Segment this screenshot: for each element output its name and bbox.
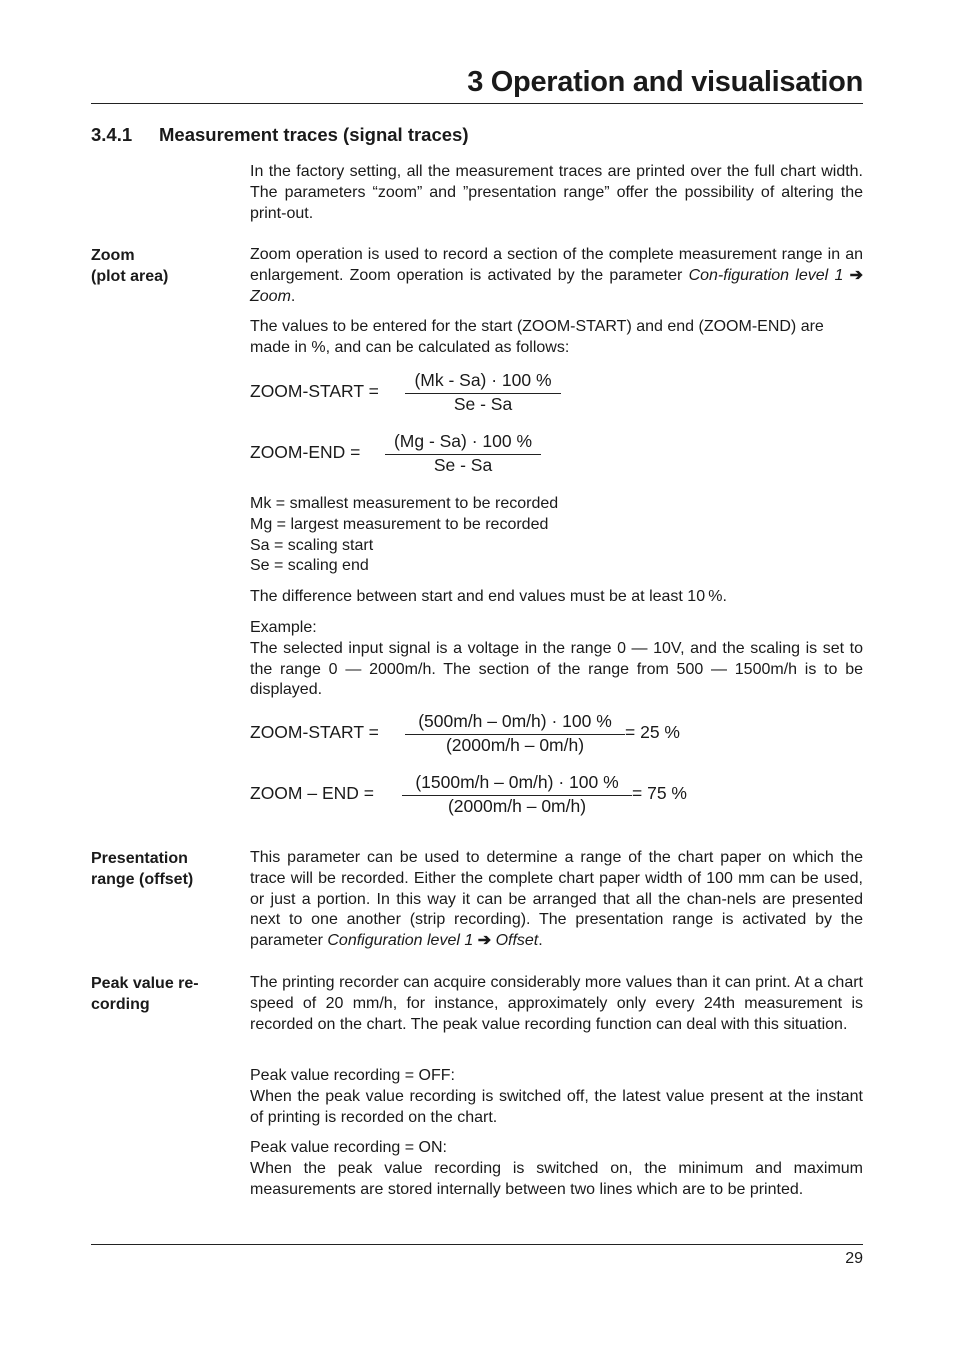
legend-item: Sa = scaling start	[250, 536, 374, 554]
presentation-side-label	[91, 848, 193, 890]
formula-numerator: (Mk - Sa) · 100 %	[414, 370, 552, 390]
example-heading: Example:	[250, 619, 317, 636]
presentation-paragraph	[250, 848, 863, 952]
formula-lhs: ZOOM – END =	[250, 783, 374, 803]
peak-on-heading: Peak value recording = ON:	[250, 1139, 447, 1156]
section-heading	[91, 124, 469, 146]
formula-zoom-start	[250, 370, 570, 420]
peak-label-line-1: Peak value re-	[91, 975, 199, 992]
zoom-label-line-1: Zoom	[91, 247, 135, 264]
peak-label-line-2: cording	[91, 996, 150, 1013]
chapter-title: 3 Operation and visualisation	[467, 66, 863, 98]
example-formula-end	[250, 772, 720, 822]
section-number: 3.4.1	[91, 124, 133, 145]
formula-result: = 75 %	[632, 783, 687, 803]
presentation-para-text: This parameter can be used to determine a range of the chart paper on which the trace will be recorded. Either the complete chart paper width of 100 mm can be used, or just a portion. In this way it can be arranged that all the chan-nels are presented next to one another (strip recording). The presentation range is activated by the parameter	[250, 849, 863, 950]
variable-legend	[250, 494, 863, 577]
peak-on-block	[250, 1138, 863, 1200]
formula-result: = 25 %	[625, 722, 680, 742]
peak-off-block	[250, 1066, 863, 1128]
zoom-label-line-2: (plot area)	[91, 268, 169, 285]
zoom-para1-text: Zoom operation is used to record a section of the complete measurement range in an enlargement. Zoom operation is activated by the parameter	[250, 246, 863, 284]
formula-lhs: ZOOM-START =	[250, 722, 379, 742]
difference-note: The difference between start and end values must be at least 10 %.	[250, 588, 727, 605]
peak-off-text: When the peak value recording is switched off, the latest value present at the instant of printing is recorded on the chart.	[250, 1087, 863, 1126]
zoom-para1-end: .	[290, 287, 296, 305]
section-title: Measurement traces (signal traces)	[159, 124, 469, 145]
presentation-italic-2: Offset	[495, 932, 539, 950]
presentation-label-line-2: range (offset)	[91, 871, 194, 888]
legend-item: Mg = largest measurement to be recorded	[250, 515, 549, 533]
peak-paragraph-1: The printing recorder can acquire considerably more values than it can print. At a chart speed of 20 mm/h, for instance, approximately only every 24th measurement is recorded on the chart. The peak value recording function can deal with this situation.	[250, 974, 863, 1033]
example-text: The selected input signal is a voltage in the range 0 — 10V, and the scaling is set to the range 0 — 2000m/h. The section of the range from 500 — 1500m/h is to be displayed.	[250, 639, 863, 699]
peak-off-heading: Peak value recording = OFF:	[250, 1067, 455, 1084]
presentation-para-end: .	[538, 932, 543, 950]
header-rule	[91, 103, 863, 104]
formula-numerator: (Mg - Sa) · 100 %	[393, 431, 533, 451]
zoom-para1-italic-1: Con-figuration level 1	[688, 266, 844, 284]
formula-denominator: Se - Sa	[453, 394, 513, 414]
example-formula-start	[250, 711, 710, 761]
presentation-label-line-1: Presentation	[91, 850, 188, 867]
zoom-side-label	[91, 245, 168, 287]
peak-side-label	[91, 973, 199, 1015]
formula-denominator: Se - Sa	[433, 455, 493, 475]
formula-lhs: ZOOM-START =	[250, 381, 379, 401]
legend-item: Se = scaling end	[250, 557, 369, 575]
arrow-icon: ➔	[477, 932, 492, 950]
formula-numerator: (500m/h – 0m/h) · 100 %	[418, 711, 612, 731]
footer-rule	[91, 1244, 863, 1245]
formula-lhs: ZOOM-END =	[250, 442, 361, 462]
peak-on-text: When the peak value recording is switched on, the minimum and maximum measurements are stored internally between two lines which are to be printed.	[250, 1159, 863, 1198]
example-block	[250, 618, 863, 701]
formula-zoom-end	[250, 431, 570, 481]
zoom-paragraph-2: The values to be entered for the start (ZOOM-START) and end (ZOOM-END) are made in %, and can be calculated as follows:	[250, 318, 824, 356]
zoom-paragraph-1	[250, 245, 863, 307]
formula-numerator: (1500m/h – 0m/h) · 100 %	[415, 772, 619, 792]
zoom-para1-italic-2: Zoom	[250, 287, 291, 305]
formula-denominator: (2000m/h – 0m/h)	[445, 735, 585, 755]
intro-paragraph: In the factory setting, all the measurement traces are printed over the full chart width. The parameters “zoom” and ”presentation range” offer the possibility of altering the print-out.	[250, 163, 863, 222]
presentation-italic-1: Configuration level 1	[327, 932, 474, 950]
legend-item: Mk = smallest measurement to be recorded	[250, 495, 559, 512]
formula-denominator: (2000m/h – 0m/h)	[447, 796, 587, 816]
page-number: 29	[845, 1250, 863, 1267]
arrow-icon: ➔	[849, 266, 863, 284]
